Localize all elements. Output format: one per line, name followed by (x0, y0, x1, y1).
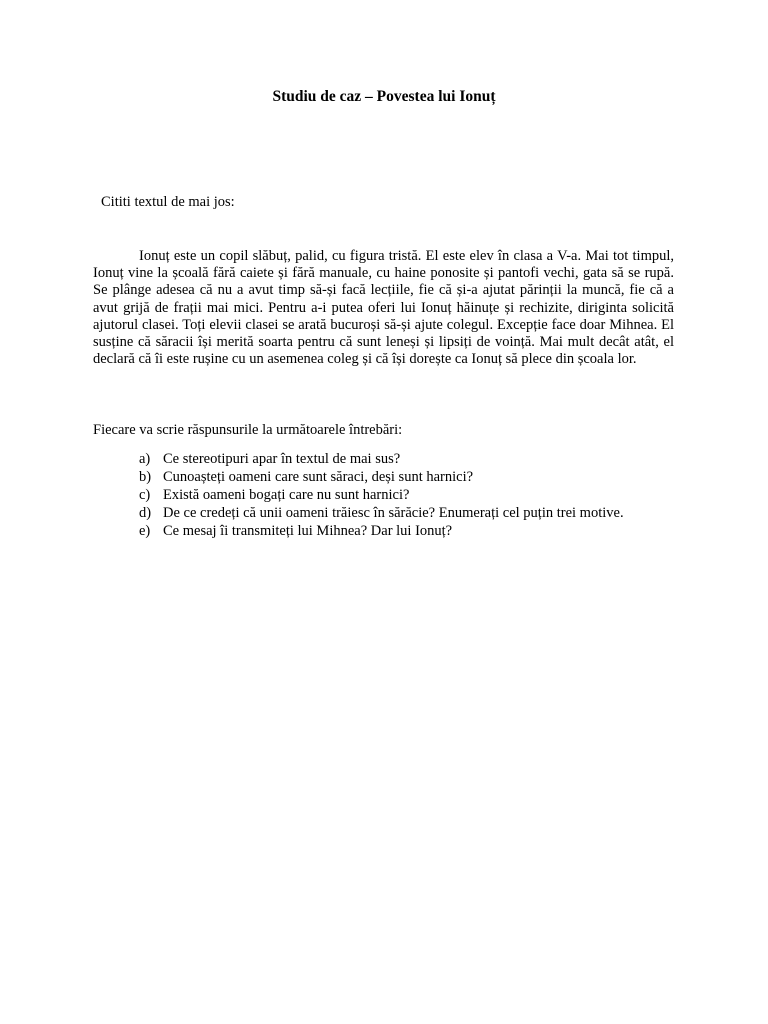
question-marker: b) (139, 469, 152, 485)
question-marker: c) (139, 487, 151, 503)
question-text: Cunoașteți oameni care sunt săraci, deși sunt harnici? (163, 469, 474, 485)
document-title: Studiu de caz – Povestea lui Ionuț (272, 88, 496, 105)
question-marker: d) (139, 505, 152, 521)
question-marker: e) (139, 523, 151, 539)
question-item (139, 504, 624, 522)
question-item (139, 468, 624, 486)
reading-instruction: Cititi textul de mai jos: (101, 194, 235, 210)
question-marker: a) (139, 451, 151, 467)
question-text: De ce credeți că unii oameni trăiesc în sărăcie? Enumerați cel puțin trei motive. (163, 505, 624, 521)
question-text: Ce mesaj îi transmiteți lui Mihnea? Dar lui Ionuț? (163, 523, 453, 539)
question-item (139, 486, 624, 504)
question-item (139, 450, 624, 468)
question-item (139, 522, 624, 540)
case-study-paragraph: Ionuț este un copil slăbuț, palid, cu figura tristă. El este elev în clasa a V-a. Mai tot timpul, Ionuț vine la școală fără caiete și fără manuale, cu haine ponosite și pantofi vechi, gata să se rupă. Se plânge adesea că nu a avut timp să-și facă lecțiile, fie că și-a ajutat părinții la muncă, fie că a avut grijă de frații mai mici. Pentru a-i putea oferi lui Ionuț hăinuțe și rechizite, diriginta solicită ajutorul clasei. Toți elevii clasei se arată bucuroși să-și ajute colegul. Excepție face doar Mihnea. El susține că săracii își merită soarta pentru că sunt leneși și lipsiți de voință. Mai mult decât atât, el declară că îi este rușine cu un asemenea coleg și că își dorește ca Ionuț să plece din școala lor. (93, 248, 674, 368)
questions-prompt: Fiecare va scrie răspunsurile la următoarele întrebări: (93, 422, 403, 438)
question-text: Ce stereotipuri apar în textul de mai sus? (163, 451, 401, 467)
question-text: Există oameni bogați care nu sunt harnici? (163, 487, 410, 503)
questions-list (139, 450, 624, 540)
